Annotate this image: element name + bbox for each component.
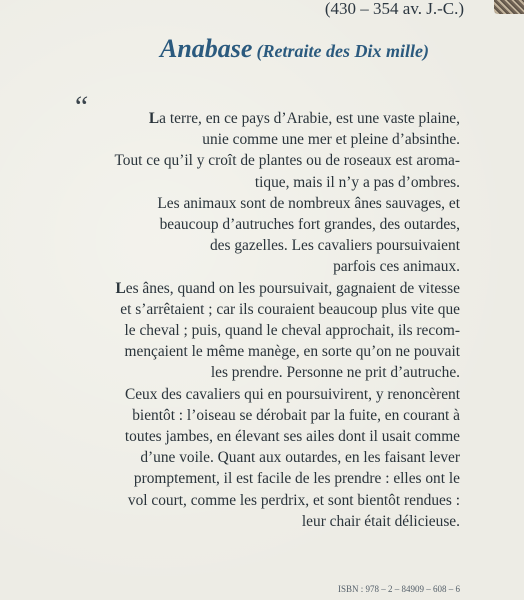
work-title xyxy=(160,34,429,64)
text-line: d’une voile. Quant aux outardes, en les faisant lever xyxy=(140,449,460,467)
text-line: tique, mais il n’y a pas d’ombres. xyxy=(254,173,460,191)
text-line: Les animaux sont de nombreux ânes sauvages, et xyxy=(157,194,460,212)
text-line xyxy=(40,108,460,129)
text-line: et s’arrêtaient ; car ils couraient beaucoup plus vite que xyxy=(120,300,460,318)
isbn-number: ISBN : 978 – 2 – 84909 – 608 – 6 xyxy=(337,584,460,594)
paragraph-1 xyxy=(40,108,460,278)
author-dates: (430 – 354 av. J.-C.) xyxy=(324,0,464,18)
text-line: mençaient le même manège, en sorte qu’on ne pouvait xyxy=(124,343,460,361)
line-text: es ânes, quand on les poursuivait, gagnaient de vitesse xyxy=(125,279,460,297)
text-line: Tout ce qu’il y croît de plantes ou de roseaux est aroma- xyxy=(114,152,460,170)
text-line: promptement, il est facile de les prendre : elles ont le xyxy=(133,470,460,488)
text-line: le cheval ; puis, quand le cheval approchait, ils recom- xyxy=(124,322,460,340)
passage-text xyxy=(40,108,460,532)
opening-quote-mark: “ xyxy=(72,90,89,123)
dropcap-letter: L xyxy=(115,279,126,297)
text-line: leur chair était délicieuse. xyxy=(301,512,460,530)
text-line: parfois ces animaux. xyxy=(333,258,460,276)
paragraph-2 xyxy=(40,278,460,532)
text-line: toutes jambes, en élevant ses ailes dont il usait comme xyxy=(124,428,460,446)
corner-ornament-image xyxy=(494,0,524,14)
text-line: beaucoup d’autruches fort grandes, des outardes, xyxy=(159,216,460,234)
dropcap-letter: L xyxy=(148,110,160,127)
text-line: unie comme une mer et pleine d’absinthe. xyxy=(202,131,460,149)
line-text: a terre, en ce pays d’Arabie, est une vaste plaine, xyxy=(159,110,460,127)
text-line: bientôt : l’oiseau se dérobait par la fuite, en courant à xyxy=(132,406,460,424)
title-main: Anabase xyxy=(160,34,253,63)
title-subtitle: (Retraite des Dix mille) xyxy=(256,41,429,61)
text-line: vol court, comme les perdrix, et sont bientôt rendues : xyxy=(127,491,460,509)
text-line: des gazelles. Les cavaliers poursuivaient xyxy=(209,237,460,255)
text-line: Ceux des cavaliers qui en poursuivirent, y renoncèrent xyxy=(124,385,460,403)
text-line xyxy=(40,278,460,299)
text-line: les prendre. Personne ne prit d’autruche. xyxy=(210,364,460,382)
